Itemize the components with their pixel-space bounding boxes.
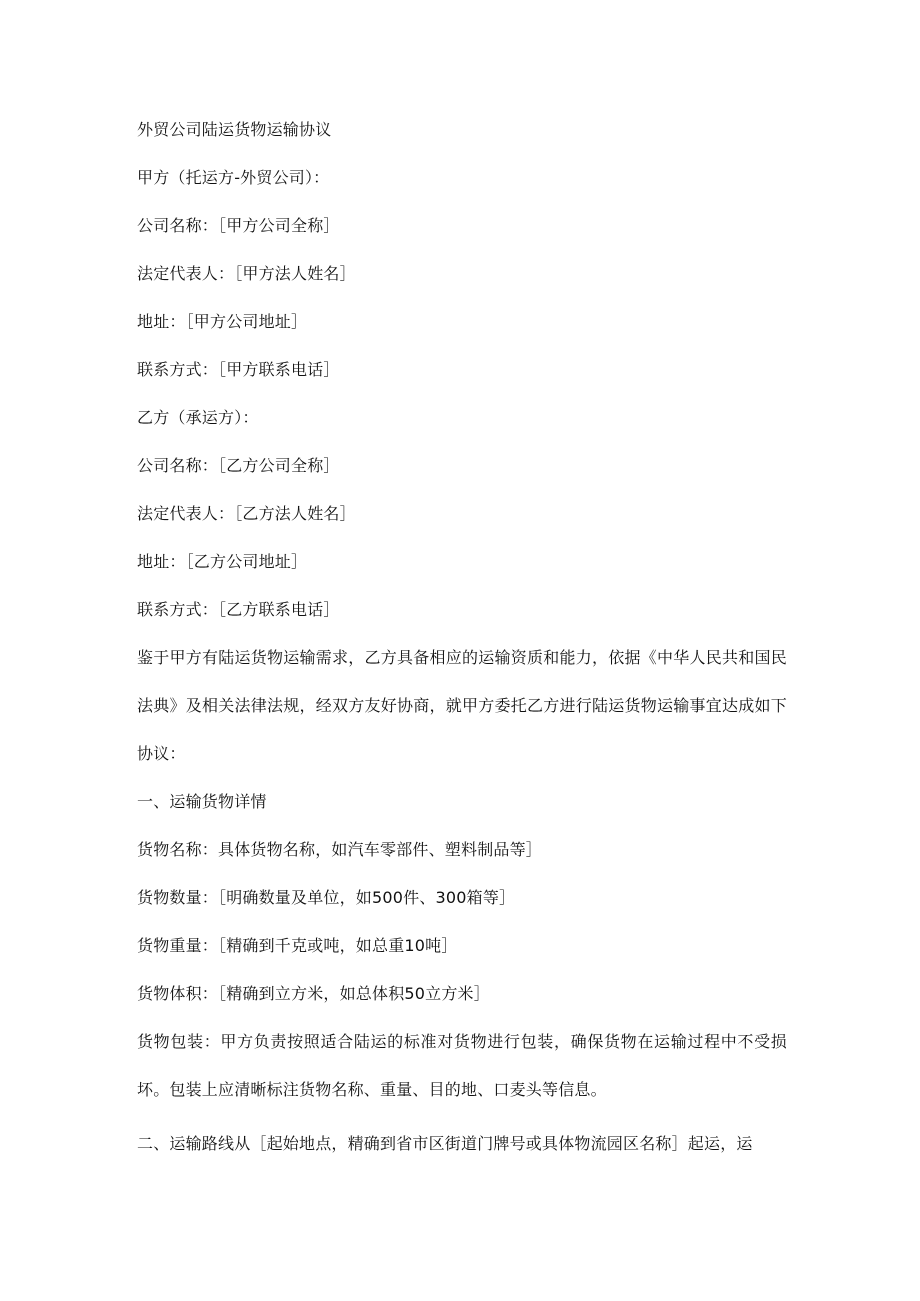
party-a-company: 公司名称：［甲方公司全称］ xyxy=(137,216,340,235)
party-b-company: 公司名称：［乙方公司全称］ xyxy=(137,456,340,475)
party-a-legal-rep: 法定代表人：［甲方法人姓名］ xyxy=(137,264,356,283)
document-body xyxy=(137,118,787,1180)
document-title: 外贸公司陆运货物运输协议 xyxy=(137,120,332,139)
party-b-heading: 乙方（承运方）： xyxy=(137,408,259,427)
party-b-address: 地址：［乙方公司地址］ xyxy=(137,552,308,571)
party-a-heading: 甲方（托运方-外贸公司）： xyxy=(137,168,330,187)
party-b-contact: 联系方式：［乙方联系电话］ xyxy=(137,600,340,619)
cargo-quantity: 货物数量：［明确数量及单位，如500件、300箱等］ xyxy=(137,888,516,907)
cargo-name: 货物名称：具体货物名称，如汽车零部件、塑料制品等］ xyxy=(137,840,543,859)
party-a-address: 地址：［甲方公司地址］ xyxy=(137,312,308,331)
party-b-legal-rep: 法定代表人：［乙方法人姓名］ xyxy=(137,504,356,523)
party-a-contact: 联系方式：［甲方联系电话］ xyxy=(137,360,340,379)
cargo-volume: 货物体积：［精确到立方米，如总体积50立方米］ xyxy=(137,984,490,1003)
section-2-route-paragraph: 二、运输路线从［起始地点，精确到省市区街道门牌号或具体物流园区名称］起运，运 xyxy=(137,1134,753,1153)
cargo-weight: 货物重量：［精确到千克或吨，如总重10吨］ xyxy=(137,936,458,955)
section-1-heading: 一、运输货物详情 xyxy=(137,792,267,811)
cargo-packaging-paragraph: 货物包装：甲方负责按照适合陆运的标准对货物进行包装，确保货物在运输过程中不受损坏。包装上应清晰标注货物名称、重量、目的地、口麦头等信息。 xyxy=(137,1032,787,1099)
preamble-paragraph: 鉴于甲方有陆运货物运输需求，乙方具备相应的运输资质和能力，依据《中华人民共和国民法典》及相关法律法规，经双方友好协商，就甲方委托乙方进行陆运货物运输事宜达成如下协议： xyxy=(137,648,787,763)
